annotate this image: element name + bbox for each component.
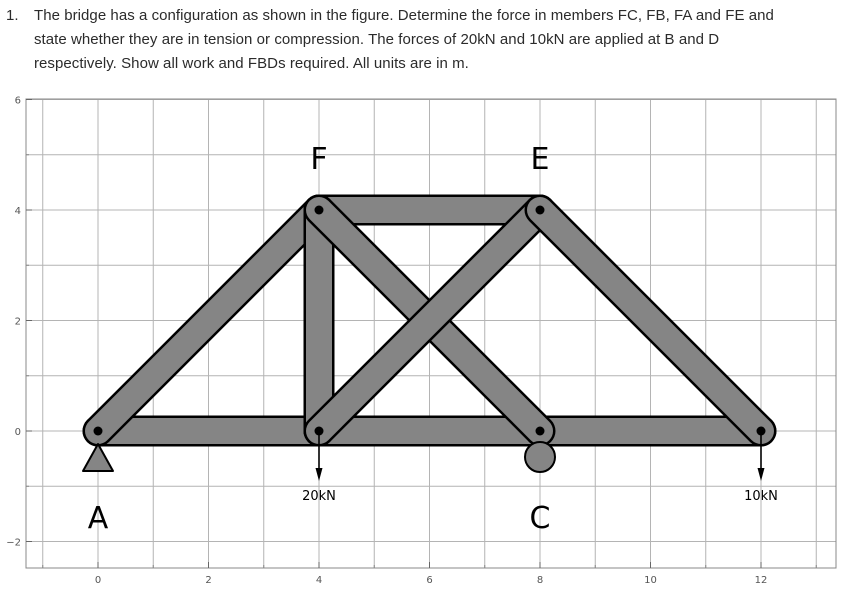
x-tick-label: 4 xyxy=(315,575,323,586)
x-tick-label: 6 xyxy=(426,575,433,586)
pin-f xyxy=(315,206,324,215)
arrow-down-icon xyxy=(316,468,323,481)
pin-a xyxy=(94,427,103,436)
problem-number: 1. xyxy=(6,7,19,24)
pin-d xyxy=(757,427,766,436)
pin-e xyxy=(536,206,545,215)
pin-support-icon xyxy=(83,444,113,471)
roller-support-icon xyxy=(525,442,555,472)
problem-line-3: respectively. Show all work and FBDs required. All units are in m. xyxy=(34,55,469,72)
y-tick-label: 4 xyxy=(14,206,21,217)
load-label: 20kN xyxy=(302,489,336,504)
problem-text-1: The bridge has a configuration as shown in the figure. Determine the force in members FC, FB, FA and FE and xyxy=(34,7,774,24)
pin-b xyxy=(315,427,324,436)
x-tick-label: 10 xyxy=(644,575,657,586)
x-tick-label: 8 xyxy=(536,575,544,586)
joint-label-e: E xyxy=(530,142,550,177)
joint-label-f: F xyxy=(310,142,328,177)
y-tick-label: 0 xyxy=(14,427,21,438)
load-label: 10kN xyxy=(744,489,778,504)
joint-label-a: A xyxy=(87,501,109,536)
x-tick-label: 12 xyxy=(754,575,768,586)
y-tick-label: 6 xyxy=(14,95,21,107)
x-tick-label: 2 xyxy=(205,575,212,586)
y-tick-label: 2 xyxy=(14,316,21,328)
pin-c xyxy=(536,427,545,436)
y-tick-label: −2 xyxy=(6,537,21,549)
arrow-down-icon xyxy=(758,468,765,481)
problem-line-2: state whether they are in tension or compression. The forces of 20kN and 10kN are applied at B and D xyxy=(34,31,720,48)
x-tick-label: 0 xyxy=(94,575,102,586)
joint-label-c: C xyxy=(529,501,551,536)
